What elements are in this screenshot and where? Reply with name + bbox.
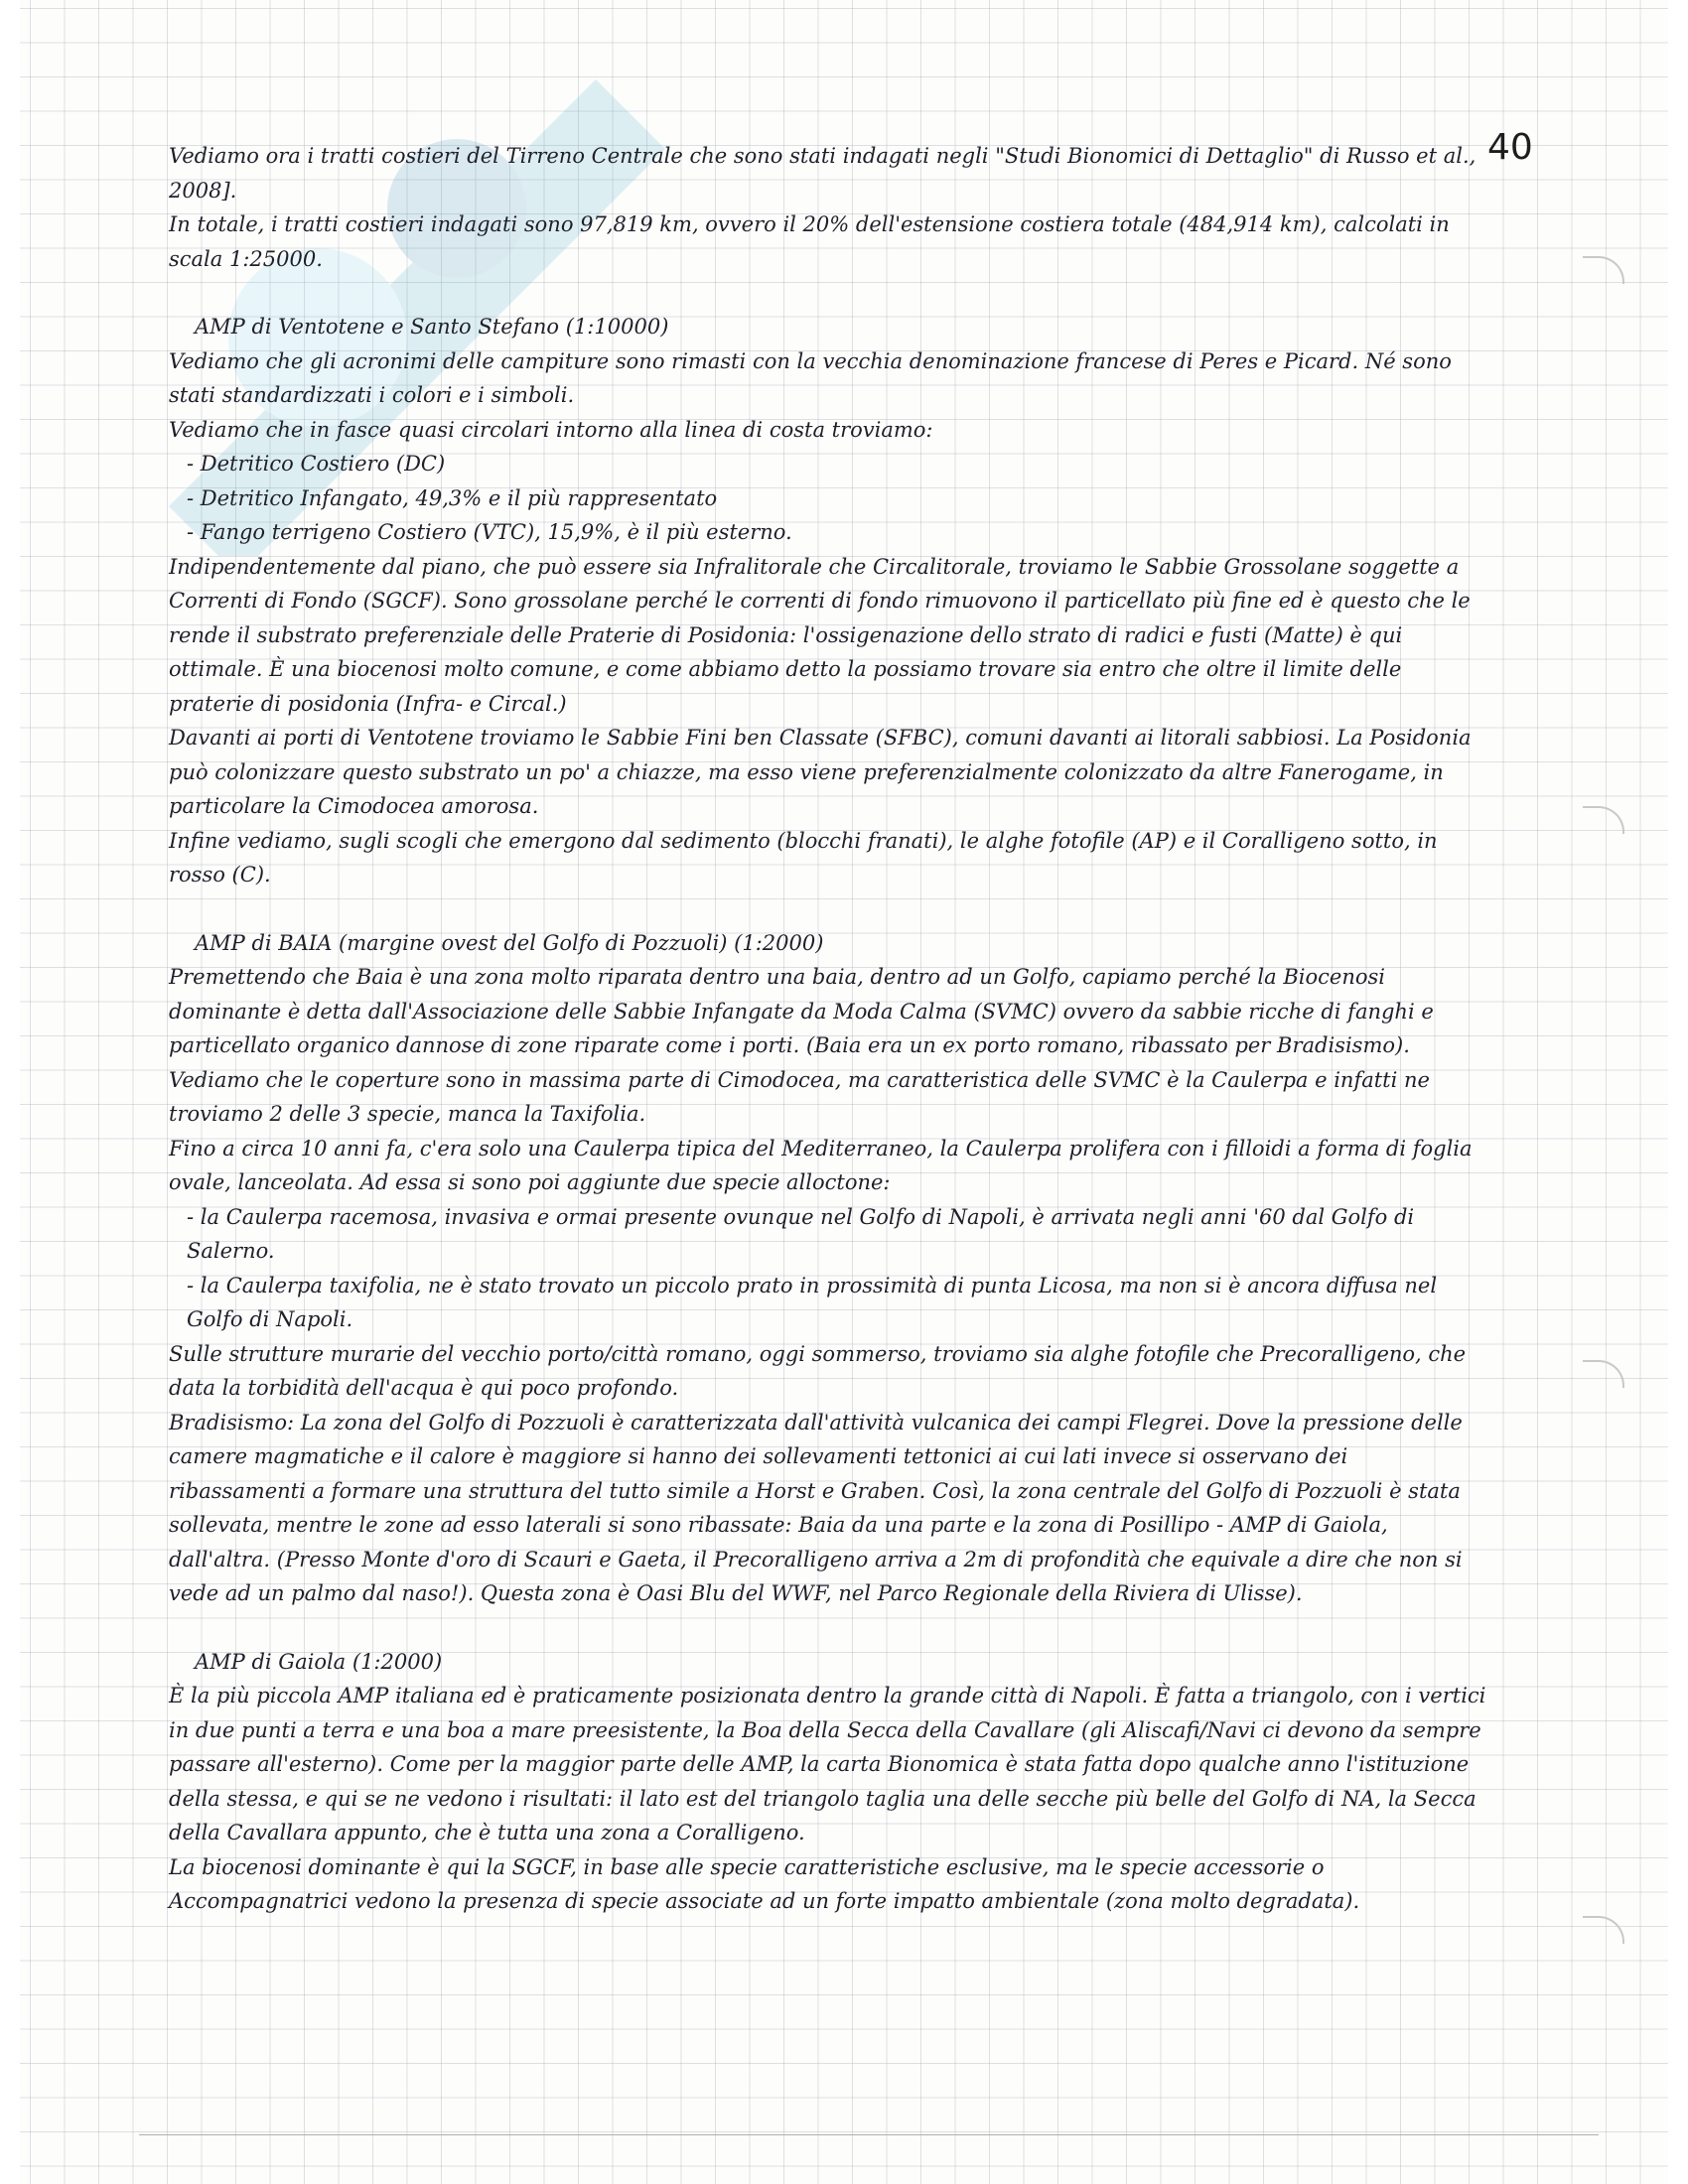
- list-item: - la Caulerpa taxifolia, ne è stato trovato un piccolo prato in prossimità di punta Licosa, ma non si è ancora diffusa nel Golfo di Napoli.: [187, 1269, 1489, 1337]
- caulerpa-list: [169, 1200, 1489, 1337]
- paragraph: È la più piccola AMP italiana ed è praticamente posizionata dentro la grande città di Napoli. È fatta a triangolo, con i vertici in due punti a terra e una boa a mare preesistente, la Boa della Secca della Cavallare (gli Aliscafi/Navi ci devono da sempre passare all'esterno). Come per la maggior parte delle AMP, la carta Bionomica è stata fatta dopo qualche anno l'istituzione della stessa, e qui se ne vedono i risultati: il lato est del triangolo taglia una delle secche più belle del Golfo di NA, la Secca della Cavallara appunto, che è tutta una zona a Coralligeno.: [169, 1684, 1486, 1844]
- paragraph: Premettendo che Baia è una zona molto riparata dentro una baia, dentro ad un Golfo, capiamo perché la Biocenosi dominante è detta dall'Associazione delle Sabbie Infangate da Moda Calma (SVMC) ovvero da sabbie ricche di fanghi e particellato organico dannose di zone riparate come i porti. (Baia era un ex porto romano, ribassato per Bradisismo).: [169, 965, 1434, 1057]
- list-item: - Detritico Infangato, 49,3% e il più rappresentato: [187, 481, 1489, 516]
- paragraph: Vediamo che in fasce quasi circolari intorno alla linea di costa troviamo:: [169, 417, 933, 442]
- punch-hole-mark: [1583, 1360, 1624, 1388]
- punch-hole-mark: [1583, 256, 1624, 284]
- paragraph: Sulle strutture murarie del vecchio porto/città romano, oggi sommerso, troviamo sia alghe fotofile che Precoralligeno, che data la torbidità dell'acqua è qui poco profondo.: [169, 1341, 1467, 1400]
- paragraph: Bradisismo: La zona del Golfo di Pozzuoli è caratterizzata dall'attività vulcanica dei campi Flegrei. Dove la pressione delle camere magmatiche e il calore è maggiore si hanno dei sollevamenti tettonici ai cui lati invece si osservano dei ribassamenti a formare una struttura del tutto simile a Horst e Graben. Così, la zona centrale del Golfo di Pozzuoli è stata sollevata, mentre le zone ad esso laterali si sono ribassate: Baia da una parte e la zona di Posillipo - AMP di Gaiola, dall'altra. (Presso Monte d'oro di Scauri e Gaeta, il Precoralligeno arriva a 2m di profondità che equivale a dire che non si vede ad un palmo dal naso!). Questa zona è Oasi Blu del WWF, nel Parco Regionale della Riviera di Ulisse).: [169, 1410, 1463, 1605]
- section-heading-ventotene: AMP di Ventotene e Santo Stefano (1:10000): [195, 315, 669, 339]
- intro-paragraph: Vediamo ora i tratti costieri del Tirreno Centrale che sono stati indagati negli "Studi Bionomici di Dettaglio" di Russo et al., 2008].: [169, 144, 1477, 203]
- paragraph: Fino a circa 10 anni fa, c'era solo una Caulerpa tipica del Mediterraneo, la Caulerpa prolifera con i filloidi a forma di foglia ovale, lanceolata. Ad essa si sono poi aggiunte due specie alloctone:: [169, 1136, 1473, 1194]
- paragraph: Vediamo che gli acronimi delle campiture sono rimasti con la vecchia denominazione francese di Peres e Picard. Né sono stati standardizzati i colori e i simboli.: [169, 348, 1452, 407]
- punch-hole-mark: [1583, 1916, 1624, 1944]
- section-heading-baia: AMP di BAIA (margine ovest del Golfo di Pozzuoli) (1:2000): [195, 930, 824, 955]
- intro-paragraph: In totale, i tratti costieri indagati sono 97,819 km, ovvero il 20% dell'estensione costiera totale (484,914 km), calcolati in scala 1:25000.: [169, 212, 1450, 271]
- paragraph: Indipendentemente dal piano, che può essere sia Infralitorale che Circalitorale, troviamo le Sabbie Grossolane soggette a Correnti di Fondo (SGCF). Sono grossolane perché le correnti di fondo rimuovono il particellato più fine ed è questo che le rende il substrato preferenziale delle Praterie di Posidonia: l'ossigenazione dello strato di radici e fusti (Matte) è qui ottimale. È una biocenosi molto comune, e come abbiamo detto la possiamo trovare sia entro che oltre il limite delle praterie di posidonia (Infra- e Circal.): [169, 554, 1471, 716]
- section-heading-gaiola: AMP di Gaiola (1:2000): [195, 1649, 443, 1674]
- punch-hole-mark: [1583, 806, 1624, 834]
- page-bottom-divider: [139, 2134, 1599, 2135]
- notebook-page: [20, 0, 1668, 2184]
- paragraph: La biocenosi dominante è qui la SGCF, in base alle specie caratteristiche esclusive, ma le specie accessorie o Accompagnatrici vedono la presenza di specie associate ad un forte impatto ambientale (zona molto degradata).: [169, 1854, 1360, 1913]
- paragraph: Davanti ai porti di Ventotene troviamo le Sabbie Fini ben Classate (SFBC), comuni davanti ai litorali sabbiosi. La Posidonia può colonizzare questo substrato un po' a chiazze, ma esso viene preferenzialmente colonizzato da altre Fanerogame, in particolare la Cimodocea amorosa.: [169, 726, 1472, 818]
- paragraph: Infine vediamo, sugli scogli che emergono dal sedimento (blocchi franati), le alghe fotofile (AP) e il Coralligeno sotto, in rosso (C).: [169, 828, 1438, 887]
- page-number: 40: [1487, 127, 1533, 168]
- biocenosis-list: [169, 447, 1489, 550]
- list-item: - la Caulerpa racemosa, invasiva e ormai presente ovunque nel Golfo di Napoli, è arrivata negli anni '60 dal Golfo di Salerno.: [187, 1200, 1489, 1269]
- list-item: - Detritico Costiero (DC): [187, 447, 1489, 481]
- paragraph: Vediamo che le coperture sono in massima parte di Cimodocea, ma caratteristica delle SVMC è la Caulerpa e infatti ne troviamo 2 delle 3 specie, manca la Taxifolia.: [169, 1067, 1430, 1126]
- handwritten-notes: [169, 139, 1489, 1919]
- list-item: - Fango terrigeno Costiero (VTC), 15,9%, è il più esterno.: [187, 515, 1489, 550]
